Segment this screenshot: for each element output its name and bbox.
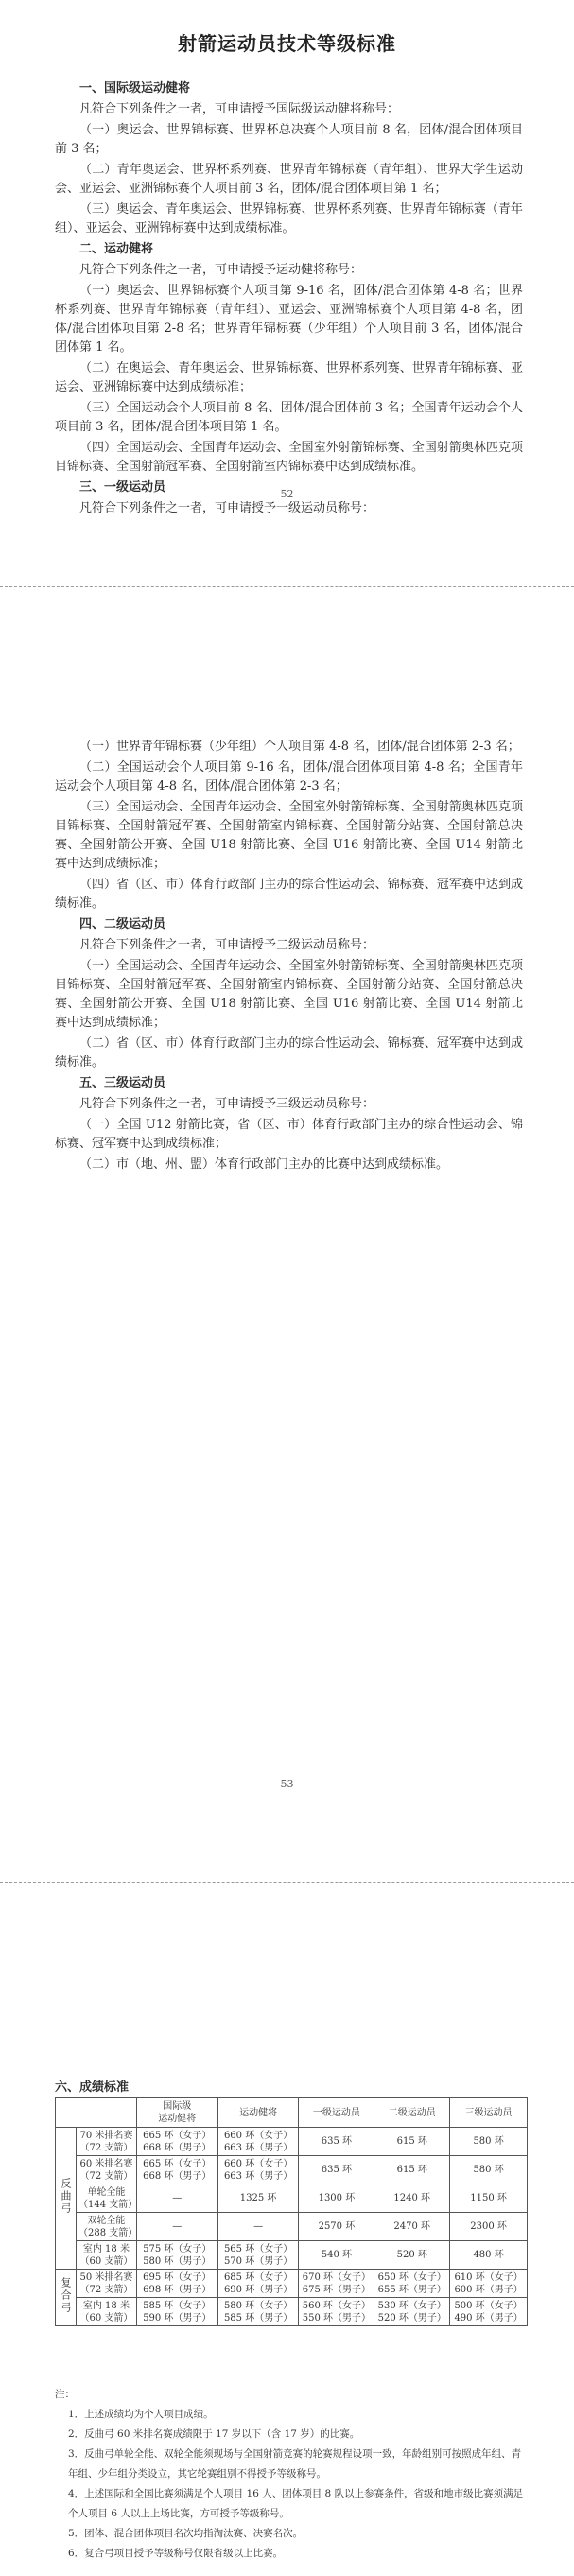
paragraph: 凡符合下列条件之一者，可申请授予三级运动员称号： bbox=[79, 1097, 375, 1111]
paragraph: （一）奥运会、世界锦标赛、世界杯总决赛个人项目前 8 名，团体/混合团体项目前 3 名； bbox=[55, 123, 523, 156]
bow-type-cell bbox=[56, 2128, 77, 2270]
bow-type-label: 反曲弓 bbox=[59, 2178, 72, 2215]
score-cell: 635 环 bbox=[299, 2128, 374, 2156]
section-heading: 五、三级运动员 bbox=[79, 1076, 166, 1090]
score-cell: 615 环 bbox=[374, 2128, 450, 2156]
note-item: 1．上述成绩均为个人项目成绩。 bbox=[68, 2409, 214, 2420]
note-item: 3．反曲弓单轮全能、双轮全能须现场与全国射箭竞赛的轮赛规程设项一致，年龄组别可按照成年组、青年组、少年组分类设立，其它轮赛组别不得授予等级称号。 bbox=[68, 2448, 522, 2480]
page-separator bbox=[0, 586, 574, 587]
note-item: 5．团体、混合团体项目名次均指淘汰赛、决赛名次。 bbox=[68, 2528, 304, 2539]
table-header-cell: 运动健将 bbox=[217, 2098, 299, 2128]
score-cell: — bbox=[136, 2213, 217, 2241]
paragraph: （二）省（区、市）体育行政部门主办的综合性运动会、锦标赛、冠军赛中达到成绩标准。 bbox=[55, 1036, 523, 1070]
score-cell: 615 环 bbox=[374, 2156, 450, 2184]
paragraph: （二）全国运动会个人项目第 9-16 名，团体/混合团体项目第 4-8 名；全国青年运动会个人项目第 4-8 名，团体/混合团体第 2-3 名； bbox=[55, 760, 523, 793]
score-cell: 1300 环 bbox=[299, 2184, 374, 2213]
score-cell: 580 环 bbox=[450, 2128, 528, 2156]
score-cell: 650 环（女子） 655 环（男子） bbox=[374, 2270, 450, 2298]
page-number-53: 53 bbox=[280, 1778, 294, 1790]
score-cell: — bbox=[217, 2213, 299, 2241]
note-item: 4．上述国际和全国比赛须满足个人项目 16 人、团体项目 8 队以上参赛条件，省级和地市级比赛须满足个人项目 6 人以上上场比赛，方可授予等级称号。 bbox=[68, 2488, 524, 2519]
score-cell: 520 环 bbox=[374, 2241, 450, 2270]
table-header-cell: 国际级 运动健将 bbox=[136, 2098, 217, 2128]
score-cell: 670 环（女子） 675 环（男子） bbox=[299, 2270, 374, 2298]
paragraph: （二）青年奥运会、世界杯系列赛、世界青年锦标赛（青年组）、世界大学生运动会、亚运会、亚洲锦标赛个人项目前 3 名，团体/混合团体项目第 1 名； bbox=[55, 163, 523, 196]
paragraph: （三）全国运动会个人项目前 8 名、团体/混合团体前 3 名；全国青年运动会个人项目前 3 名，团体/混合团体项目第 1 名。 bbox=[55, 401, 523, 434]
score-standards-table bbox=[55, 2097, 528, 2326]
event-cell: 50 米排名赛 （72 支箭） bbox=[76, 2270, 136, 2298]
page-number-52: 52 bbox=[280, 488, 294, 500]
paragraph: （四）全国运动会、全国青年运动会、全国室外射箭锦标赛、全国射箭奥林匹克项目锦标赛、全国射箭冠军赛、全国射箭室内锦标赛中达到成绩标准。 bbox=[55, 441, 523, 474]
score-cell: 500 环（女子） 490 环（男子） bbox=[450, 2298, 528, 2326]
section-heading: 二、运动健将 bbox=[79, 242, 154, 256]
bow-type-label: 复合弓 bbox=[59, 2277, 72, 2314]
table-row bbox=[56, 2128, 528, 2156]
score-cell: 560 环（女子） 550 环（男子） bbox=[299, 2298, 374, 2326]
score-cell: 695 环（女子） 698 环（男子） bbox=[136, 2270, 217, 2298]
table-header-cell: 三级运动员 bbox=[450, 2098, 528, 2128]
notes-label: 注： bbox=[55, 2389, 75, 2400]
table-header-row bbox=[56, 2098, 528, 2128]
score-cell: 1240 环 bbox=[374, 2184, 450, 2213]
paragraph: （二）市（地、州、盟）体育行政部门主办的比赛中达到成绩标准。 bbox=[79, 1157, 449, 1172]
score-cell: 2570 环 bbox=[299, 2213, 374, 2241]
table-header-cell: 一级运动员 bbox=[299, 2098, 374, 2128]
paragraph: （二）在奥运会、青年奥运会、世界锦标赛、世界杯系列赛、世界青年锦标赛、亚运会、亚洲锦标赛中达到成绩标准； bbox=[55, 361, 523, 394]
note-item: 6．复合弓项目授予等级称号仅限省级以上比赛。 bbox=[68, 2548, 284, 2559]
bow-type-cell bbox=[56, 2270, 77, 2326]
paragraph: 凡符合下列条件之一者，可申请授予国际级运动健将称号： bbox=[79, 102, 400, 116]
event-cell: 双轮全能 （288 支箭） bbox=[76, 2213, 136, 2241]
table-row bbox=[56, 2184, 528, 2213]
event-cell: 单轮全能 （144 支箭） bbox=[76, 2184, 136, 2213]
event-cell: 室内 18 米 （60 支箭） bbox=[76, 2298, 136, 2326]
score-cell: 580 环 bbox=[450, 2156, 528, 2184]
event-cell: 室内 18 米 （60 支箭） bbox=[76, 2241, 136, 2270]
score-cell: 530 环（女子） 520 环（男子） bbox=[374, 2298, 450, 2326]
table-row bbox=[56, 2241, 528, 2270]
paragraph: （一）奥运会、世界锦标赛个人项目第 9-16 名，团体/混合团体第 4-8 名；世界杯系列赛、世界青年锦标赛（青年组）、亚运会、亚洲锦标赛个人项目第 4-8 名，团体/混合团体项目第 2-8 名；世界青年锦标赛（少年组）个人项目前 3 名，团体/混合团体第 1 名。 bbox=[55, 284, 523, 355]
score-cell: 610 环（女子） 600 环（男子） bbox=[450, 2270, 528, 2298]
paragraph: （一）全国运动会、全国青年运动会、全国室外射箭锦标赛、全国射箭奥林匹克项目锦标赛、全国射箭冠军赛、全国射箭室内锦标赛、全国射箭分站赛、全国射箭总决赛、全国射箭公开赛、全国 U18 射箭比赛、全国 U16 射箭比赛、全国 U14 射箭比赛中达到成绩标准； bbox=[55, 959, 523, 1030]
section-heading: 三、一级运动员 bbox=[79, 480, 166, 495]
page-separator bbox=[0, 1882, 574, 1883]
score-cell: 2470 环 bbox=[374, 2213, 450, 2241]
score-cell: 1150 环 bbox=[450, 2184, 528, 2213]
event-cell: 70 米排名赛 （72 支箭） bbox=[76, 2128, 136, 2156]
paragraph: 凡符合下列条件之一者，可申请授予一级运动员称号： bbox=[79, 501, 375, 515]
note-item: 2．反曲弓 60 米排名赛成绩限于 17 岁以下（含 17 岁）的比赛。 bbox=[68, 2428, 360, 2440]
section-heading: 四、二级运动员 bbox=[79, 917, 166, 931]
score-cell: 660 环（女子） 663 环（男子） bbox=[217, 2128, 299, 2156]
table-row bbox=[56, 2270, 528, 2298]
document-title: 射箭运动员技术等级标准 bbox=[178, 32, 396, 55]
score-cell: 580 环（女子） 585 环（男子） bbox=[217, 2298, 299, 2326]
paragraph: 凡符合下列条件之一者，可申请授予运动健将称号： bbox=[79, 263, 363, 277]
score-cell: — bbox=[136, 2184, 217, 2213]
paragraph: （四）省（区、市）体育行政部门主办的综合性运动会、锦标赛、冠军赛中达到成绩标准。 bbox=[55, 878, 523, 911]
score-cell: 575 环（女子） 580 环（男子） bbox=[136, 2241, 217, 2270]
notes-section bbox=[55, 2385, 528, 2564]
table-row bbox=[56, 2213, 528, 2241]
paragraph: （三）全国运动会、全国青年运动会、全国室外射箭锦标赛、全国射箭奥林匹克项目锦标赛、全国射箭冠军赛、全国射箭室内锦标赛、全国射箭分站赛、全国射箭总决赛、全国射箭公开赛、全国 U18 射箭比赛、全国 U16 射箭比赛、全国 U14 射箭比赛中达到成绩标准； bbox=[55, 800, 523, 871]
score-cell: 685 环（女子） 690 环（男子） bbox=[217, 2270, 299, 2298]
paragraph: （一）世界青年锦标赛（少年组）个人项目第 4-8 名，团体/混合团体第 2-3 名； bbox=[79, 740, 520, 754]
score-cell: 565 环（女子） 570 环（男子） bbox=[217, 2241, 299, 2270]
page-53-body bbox=[55, 738, 523, 1176]
paragraph: 凡符合下列条件之一者，可申请授予二级运动员称号： bbox=[79, 938, 375, 952]
score-cell: 2300 环 bbox=[450, 2213, 528, 2241]
score-cell: 540 环 bbox=[299, 2241, 374, 2270]
table-corner-cell bbox=[56, 2098, 137, 2128]
section-heading: 一、国际级运动健将 bbox=[79, 81, 191, 96]
score-cell: 660 环（女子） 663 环（男子） bbox=[217, 2156, 299, 2184]
table-row bbox=[56, 2156, 528, 2184]
page-52-body bbox=[55, 79, 523, 520]
section-heading-score-standards: 六、成绩标准 bbox=[55, 2080, 130, 2095]
paragraph: （三）奥运会、青年奥运会、世界锦标赛、世界杯系列赛、世界青年锦标赛（青年组）、亚运会、亚洲锦标赛中达到成绩标准。 bbox=[55, 202, 523, 235]
score-cell: 665 环（女子） 668 环（男子） bbox=[136, 2128, 217, 2156]
score-cell: 1325 环 bbox=[217, 2184, 299, 2213]
score-cell: 585 环（女子） 590 环（男子） bbox=[136, 2298, 217, 2326]
event-cell: 60 米排名赛 （72 支箭） bbox=[76, 2156, 136, 2184]
score-cell: 635 环 bbox=[299, 2156, 374, 2184]
table-row bbox=[56, 2298, 528, 2326]
paragraph: （一）全国 U12 射箭比赛，省（区、市）体育行政部门主办的综合性运动会、锦标赛、冠军赛中达到成绩标准； bbox=[55, 1118, 523, 1151]
score-cell: 480 环 bbox=[450, 2241, 528, 2270]
table-header-cell: 二级运动员 bbox=[374, 2098, 450, 2128]
score-cell: 665 环（女子） 668 环（男子） bbox=[136, 2156, 217, 2184]
